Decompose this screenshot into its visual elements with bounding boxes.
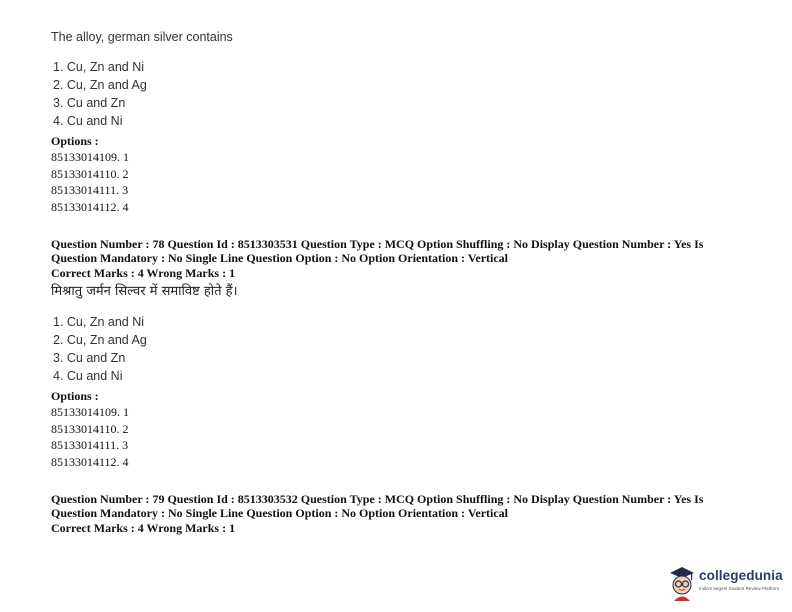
q78-option-3: 3. Cu and Zn [53, 351, 126, 365]
q78-options-label: Options : [51, 389, 99, 403]
q78-option-1: 1. Cu, Zn and Ni [53, 315, 145, 329]
graduate-mascot-icon [666, 563, 698, 601]
question-79-header-line1: Question Number : 79 Question Id : 8513303532 Question Type : MCQ Option Shuffling : No Display Question Number : Yes Is [51, 492, 704, 506]
question-text: The alloy, german silver contains [51, 30, 233, 44]
q78-option-code-2: 85133014110. 2 [51, 422, 129, 436]
option-code-1: 85133014109. 1 [51, 150, 129, 164]
question-78-marks: Correct Marks : 4 Wrong Marks : 1 [51, 266, 236, 280]
q78-option-code-3: 85133014111. 3 [51, 438, 129, 452]
logo-tagline: India's largest Student Review Platform [699, 586, 780, 591]
q78-option-code-1: 85133014109. 1 [51, 405, 129, 419]
option-1: 1. Cu, Zn and Ni [53, 60, 145, 74]
option-3: 3. Cu and Zn [53, 96, 126, 110]
option-code-2: 85133014110. 2 [51, 167, 129, 181]
question-79-header-line2: Question Mandatory : No Single Line Question Option : No Option Orientation : Vertical [51, 506, 509, 520]
logo-brand-text: collegedunia [699, 568, 783, 583]
option-4: 4. Cu and Ni [53, 114, 123, 128]
q78-option-2: 2. Cu, Zn and Ag [53, 333, 147, 347]
q78-option-code-4: 85133014112. 4 [51, 455, 129, 469]
options-label: Options : [51, 134, 99, 148]
q78-option-4: 4. Cu and Ni [53, 369, 123, 383]
option-code-3: 85133014111. 3 [51, 183, 129, 197]
collegedunia-logo [666, 561, 788, 605]
option-code-4: 85133014112. 4 [51, 200, 129, 214]
question-78-header-line1: Question Number : 78 Question Id : 8513303531 Question Type : MCQ Option Shuffling : No Display Question Number : Yes Is [51, 237, 704, 251]
question-78-hindi-text: मिश्रातु जर्मन सिल्वर में समाविष्ट होते हैं। [51, 284, 238, 299]
question-78-header-line2: Question Mandatory : No Single Line Question Option : No Option Orientation : Vertical [51, 251, 509, 265]
option-2: 2. Cu, Zn and Ag [53, 78, 147, 92]
question-79-marks: Correct Marks : 4 Wrong Marks : 1 [51, 521, 236, 535]
